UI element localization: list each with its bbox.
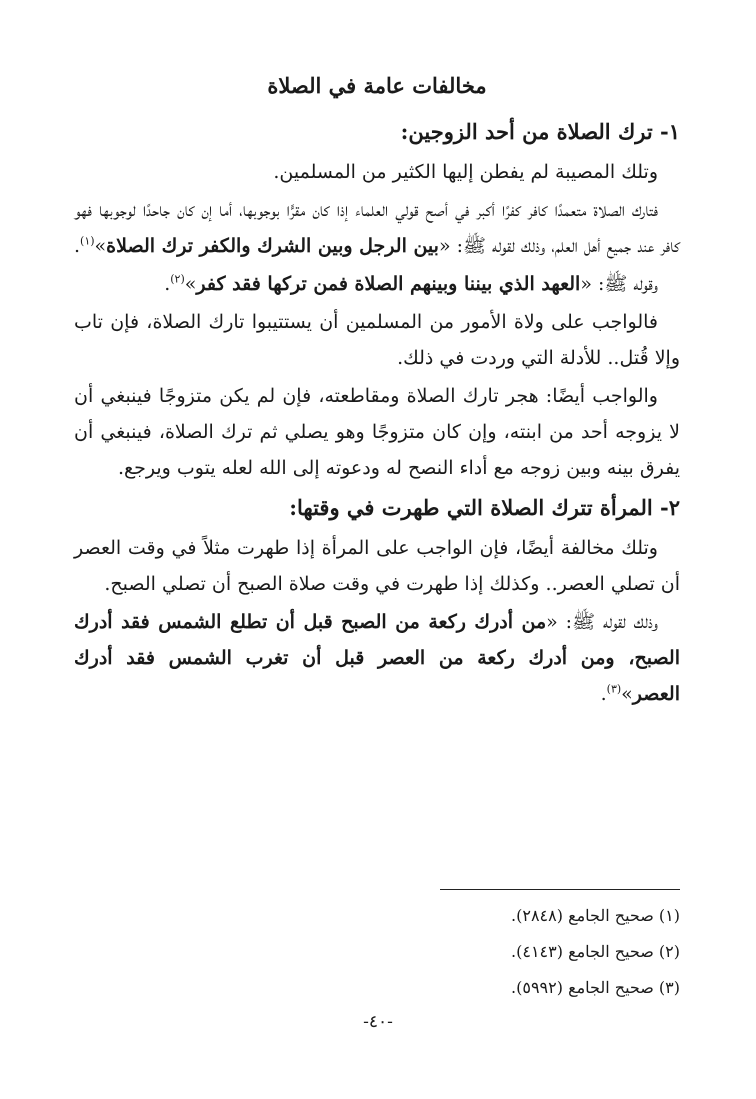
section-1-paragraph-1: وتلك المصيبة لم يفطن إليها الكثير من المسلمين.: [273, 161, 658, 183]
footnote-ref: (١): [80, 234, 95, 248]
page-number: -٤٠-: [363, 1012, 393, 1032]
section-2-paragraph-2: [74, 604, 680, 712]
page-title: مخالفات عامة في الصلاة: [267, 73, 487, 98]
sentence-end: .: [164, 273, 171, 295]
footnote-separator: [440, 889, 680, 890]
footnote-1: (١) صحيح الجامع (٢٨٤٨).: [511, 906, 680, 925]
footnote-2: (٢) صحيح الجامع (٤١٤٣).: [511, 942, 680, 961]
section-2-paragraph-1: وتلك مخالفة أيضًا، فإن الواجب على المرأة إذا طهرت مثلاً في وقت العصر أن تصلي العصر.. وكذلك إذا طهرت في وقت صلاة الصبح أن تصلي الصبح.: [74, 537, 680, 595]
section-1-heading: ١- ترك الصلاة من أحد الزوجين:: [400, 119, 680, 144]
section-1-paragraph-4: فالواجب على ولاة الأمور من المسلمين أن يستتيبوا تارك الصلاة، فإن تاب وإلا قُتل.. للأدلة التي وردت في ذلك.: [74, 311, 680, 369]
quote-close: »: [184, 273, 197, 295]
footnotes: [74, 898, 680, 1006]
footnote-3: (٣) صحيح الجامع (٥٩٩٢).: [511, 978, 680, 997]
hadith-quote: من أدرك ركعة من الصبح قبل أن تطلع الشمس فقد أدرك الصبح، ومن أدرك ركعة من العصر قبل أن تغرب الشمس فقد أدرك العصر: [74, 611, 680, 705]
footnote-ref: (٣): [606, 682, 622, 696]
paragraph-text: فتارك الصلاة متعمدًا كافر كفرًا أكبر في أصح قولي العلماء إذا كان مقرًّا بوجوبها، أما إن كان جاحدًا لوجوبها فهو كافر عند جميع أهل العلم، وذلك لقوله ﷺ: «: [74, 199, 680, 257]
hadith-quote: بين الرجل وبين الشرك والكفر ترك الصلاة: [106, 235, 439, 257]
sentence-end: .: [600, 683, 607, 705]
section-1-paragraph-5: والواجب أيضًا: هجر تارك الصلاة ومقاطعته، فإن لم يكن متزوجًا فينبغي أن لا يزوجه أحد من ابنته، وإن كان متزوجًا وهو يصلي ثم ترك الصلاة، فينبغي أن يفرق بينه وبين زوجه مع أداء النصح له ودعوته إلى الله لعله يتوب ويرجع.: [74, 385, 680, 479]
section-2-heading: ٢- المرأة تترك الصلاة التي طهرت في وقتها:: [289, 495, 680, 520]
footnote-ref: (٢): [170, 272, 185, 286]
paragraph-text: وقوله ﷺ: «: [580, 273, 658, 295]
section-1-paragraph-3: [74, 266, 680, 302]
quote-close: »: [621, 683, 633, 705]
hadith-quote: العهد الذي بيننا وبينهم الصلاة فمن تركها فقد كفر: [196, 273, 581, 295]
page-body: [74, 62, 680, 712]
quote-close: »: [94, 235, 107, 257]
sentence-end: .: [73, 235, 81, 257]
paragraph-text: وذلك لقوله ﷺ: «: [546, 611, 658, 633]
section-1-paragraph-2: [74, 192, 680, 264]
